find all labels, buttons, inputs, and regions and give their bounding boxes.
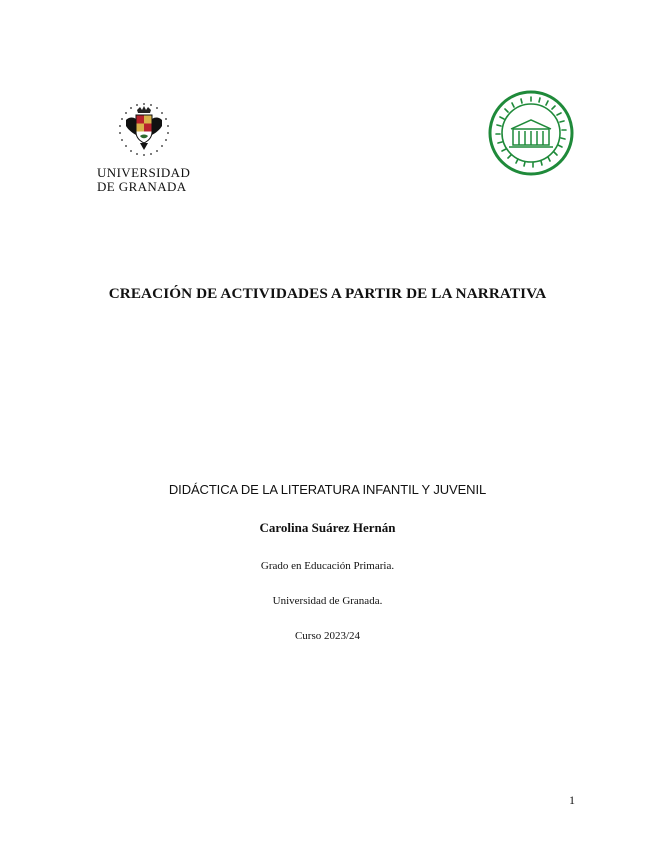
university-coat-of-arms-icon <box>112 98 176 162</box>
subject-name: DIDÁCTICA DE LA LITERATURA INFANTIL Y JUVENIL <box>168 482 487 497</box>
author-name: Carolina Suárez Hernán <box>259 520 396 535</box>
course-line: Curso 2023/24 <box>294 630 361 642</box>
university-wordmark: UNIVERSIDAD DE GRANADA <box>97 165 191 194</box>
page-number: 1 <box>569 793 575 807</box>
university-line: Universidad de Granada. <box>272 595 383 607</box>
faculty-seal-icon <box>487 89 575 177</box>
document-title: CREACIÓN DE ACTIVIDADES A PARTIR DE LA NARRATIVA <box>108 285 547 302</box>
university-logo <box>96 98 206 198</box>
degree-line: Grado en Educación Primaria. <box>260 560 395 572</box>
